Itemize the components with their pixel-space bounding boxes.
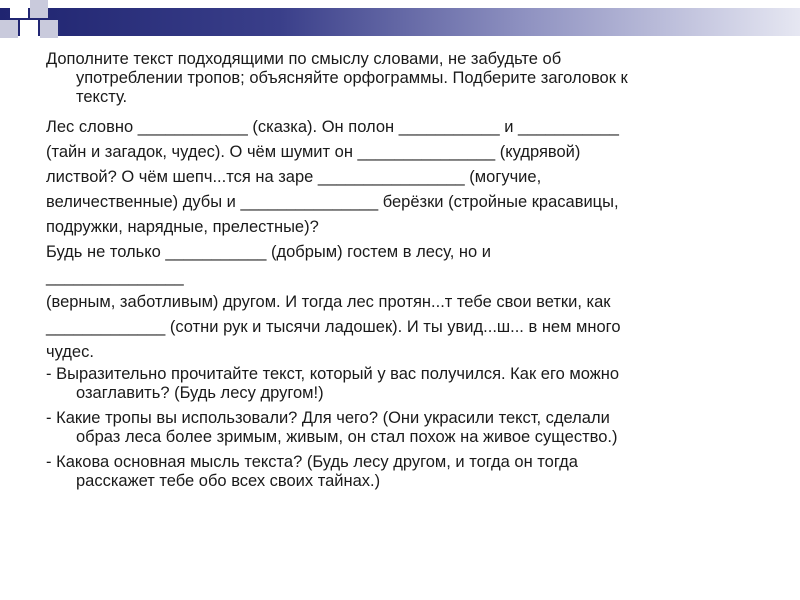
exercise-text <box>46 115 766 365</box>
text-line: (верным, заботливым) другом. И тогда лес протян...т тебе свои ветки, как <box>46 293 611 311</box>
question-line: - Какие тропы вы использовали? Для чего? (Они украсили текст, сделали <box>46 409 610 427</box>
text-line: листвой? О чём шепч...тся на заре ________________ (могучие, <box>46 168 542 186</box>
decor-square <box>30 0 48 18</box>
text-line: Будь не только ___________ (добрым) гостем в лесу, но и <box>46 243 491 261</box>
slide-content <box>46 50 766 491</box>
text-line: подружки, нарядные, прелестные)? <box>46 218 319 236</box>
decor-square <box>10 0 28 18</box>
question-line: - Какова основная мысль текста? (Будь лесу другом, и тогда он тогда <box>46 453 578 471</box>
question-line: - Выразительно прочитайте текст, который у вас получился. Как его можно <box>46 365 620 383</box>
text-line: _______________ <box>46 268 184 286</box>
text-line: (тайн и загадок, чудес). О чём шумит он _______________ (кудрявой) <box>46 143 581 161</box>
text-line: _____________ (сотни рук и тысячи ладошек). И ты увид...ш... в нем много <box>46 318 621 336</box>
question-line: образ леса более зримым, живым, он стал похож на живое существо.) <box>76 428 618 446</box>
question-line: озаглавить? (Будь лесу другом!) <box>76 384 324 402</box>
decor-square <box>20 20 38 38</box>
question-line: расскажет тебе обо всех своих тайнах.) <box>76 472 381 490</box>
task-line: Дополните текст подходящими по смыслу словами, не забудьте об <box>46 50 562 68</box>
questions <box>46 365 766 491</box>
text-line: величественные) дубы и _______________ берёзки (стройные красавицы, <box>46 193 619 211</box>
decor-square <box>40 20 58 38</box>
decor-square <box>0 20 18 38</box>
task-line: тексту. <box>76 88 128 106</box>
text-line: Лес словно ____________ (сказка). Он полон ___________ и ___________ <box>46 118 619 136</box>
task-line: употреблении тропов; объясняйте орфограммы. Подберите заголовок к <box>76 69 628 87</box>
text-line: чудес. <box>46 343 94 361</box>
header-decoration <box>0 8 800 36</box>
